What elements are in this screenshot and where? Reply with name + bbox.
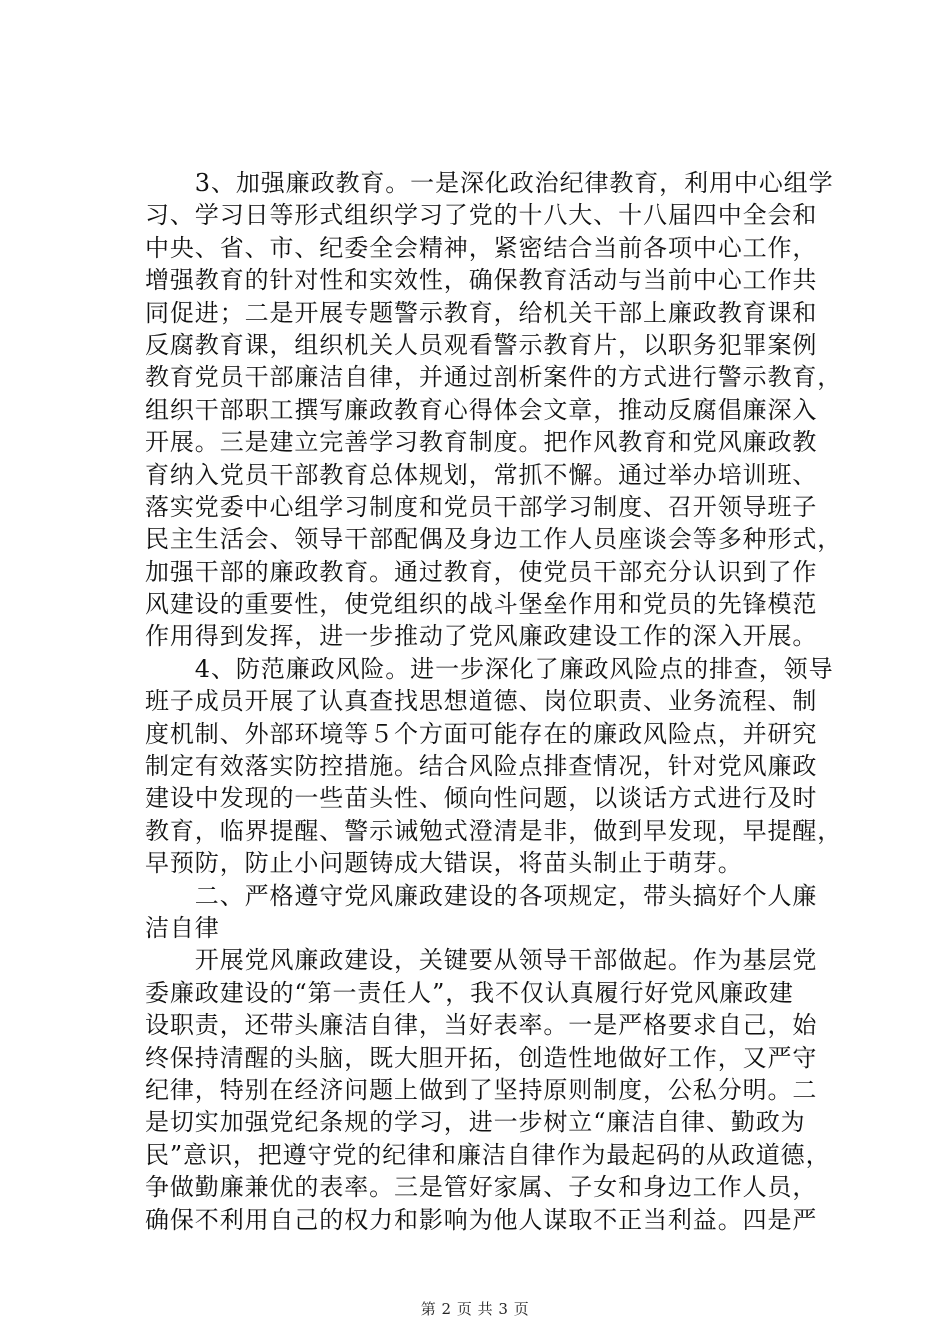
body-text	[145, 167, 843, 1236]
page-number: 第 2 页 共 3 页	[420, 1300, 530, 1318]
text-line: 育纳入党员干部教育总体规划，常抓不懈。通过举办培训班、	[145, 460, 818, 489]
text-line: 民主生活会、领导干部配偶及身边工作人员座谈会等多种形式，	[145, 525, 843, 554]
text-line: 同促进；二是开展专题警示教育，给机关干部上廉政教育课和	[145, 298, 818, 327]
section-heading-line: 二、严格遵守党风廉政建设的各项规定，带头搞好个人廉	[145, 881, 818, 910]
section-heading-line: 洁自律	[145, 913, 220, 942]
text-line: 组织干部职工撰写廉政教育心得体会文章，推动反腐倡廉深入	[145, 395, 818, 424]
text-line: 作用得到发挥，进一步推动了党风廉政建设工作的深入开展。	[145, 622, 818, 651]
text-line: 4、防范廉政风险。进一步深化了廉政风险点的排查，领导	[145, 654, 834, 683]
text-line: 风建设的重要性，使党组织的战斗堡垒作用和党员的先锋模范	[145, 590, 818, 619]
text-line: 早预防，防止小问题铸成大错误，将苗头制止于萌芽。	[145, 849, 743, 878]
text-line: 习、学习日等形式组织学习了党的十八大、十八届四中全会和	[145, 201, 818, 230]
text-line: 委廉政建设的“第一责任人”，我不仅认真履行好党风廉政建	[145, 978, 794, 1007]
text-line: 开展党风廉政建设，关键要从领导干部做起。作为基层党	[145, 946, 818, 975]
text-line: 中央、省、市、纪委全会精神，紧密结合当前各项中心工作，	[145, 233, 818, 262]
text-line: 确保不利用自己的权力和影响为他人谋取不正当利益。四是严	[145, 1205, 818, 1234]
text-line: 开展。三是建立完善学习教育制度。把作风教育和党风廉政教	[145, 428, 818, 457]
text-line: 纪律，特别在经济问题上做到了坚持原则制度，公私分明。二	[145, 1075, 818, 1104]
text-line: 终保持清醒的头脑，既大胆开拓，创造性地做好工作，又严守	[145, 1043, 818, 1072]
text-line: 加强干部的廉政教育。通过教育，使党员干部充分认识到了作	[145, 557, 818, 586]
text-line: 争做勤廉兼优的表率。三是管好家属、子女和身边工作人员，	[145, 1173, 818, 1202]
text-line: 民”意识，把遵守党的纪律和廉洁自律作为最起码的从政道德，	[145, 1140, 831, 1169]
text-line: 教育党员干部廉洁自律，并通过剖析案件的方式进行警示教育，	[145, 363, 843, 392]
text-line: 度机制、外部环境等５个方面可能存在的廉政风险点，并研究	[145, 719, 818, 748]
text-line: 3、加强廉政教育。一是深化政治纪律教育，利用中心组学	[145, 169, 834, 197]
text-line: 反腐教育课，组织机关人员观看警示教育片，以职务犯罪案例	[145, 330, 818, 359]
text-line: 制定有效落实防控措施。结合风险点排查情况，针对党风廉政	[145, 752, 818, 781]
text-line: 教育，临界提醒、警示诫勉式澄清是非，做到早发现，早提醒，	[145, 816, 843, 845]
text-line: 增强教育的针对性和实效性，确保教育活动与当前中心工作共	[145, 266, 818, 295]
text-line: 建设中发现的一些苗头性、倾向性问题，以谈话方式进行及时	[145, 784, 818, 813]
text-line: 是切实加强党纪条规的学习，进一步树立“廉洁自律、勤政为	[145, 1108, 806, 1137]
text-line: 设职责，还带头廉洁自律，当好表率。一是严格要求自己，始	[145, 1011, 818, 1040]
text-line: 班子成员开展了认真查找思想道德、岗位职责、业务流程、制	[145, 687, 818, 716]
text-line: 落实党委中心组学习制度和党员干部学习制度、召开领导班子	[145, 492, 818, 521]
